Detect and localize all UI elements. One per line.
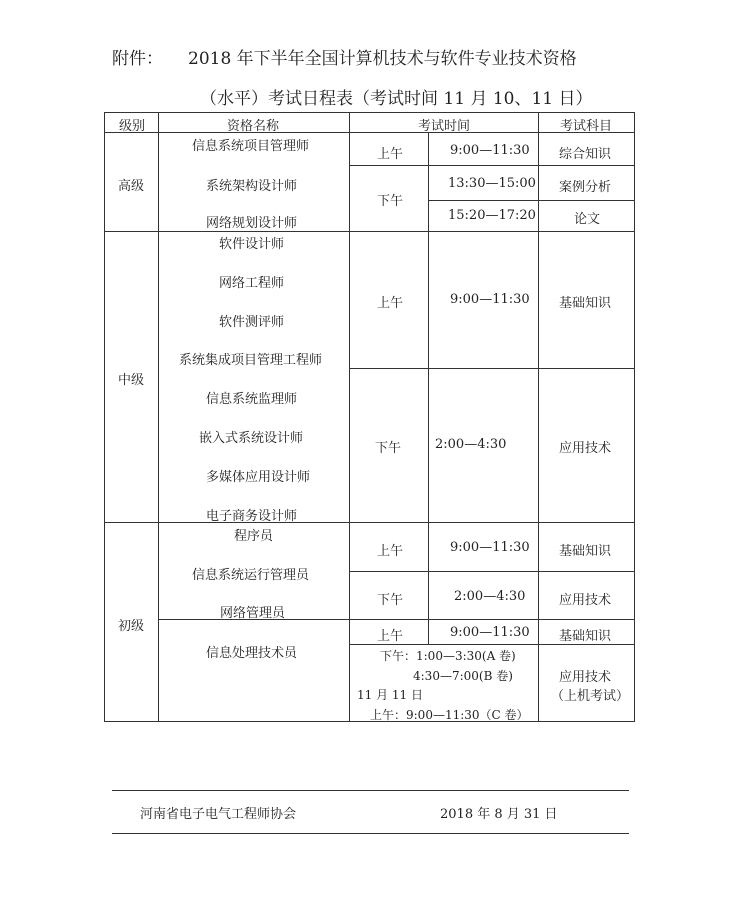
header-qualification: 资格名称 bbox=[227, 119, 280, 134]
junior-a-pm-subject: 应用技术 bbox=[559, 593, 612, 608]
middle-pm-label: 下午 bbox=[375, 441, 402, 456]
junior-b-am-time: 9:00—11:30 bbox=[450, 625, 530, 640]
junior-b-pm-subject-1: 应用技术 bbox=[559, 670, 612, 685]
middle-qual-2: 网络工程师 bbox=[219, 276, 285, 291]
middle-qual-5: 信息系统监理师 bbox=[206, 392, 298, 407]
middle-pm-subject: 应用技术 bbox=[559, 441, 612, 456]
footer-date: 2018 年 8 月 31 日 bbox=[440, 807, 558, 822]
senior-pm-subject-2: 论文 bbox=[574, 212, 601, 227]
junior-b-pm-line-3: 11 月 11 日 bbox=[357, 688, 423, 702]
senior-qual-1: 信息系统项目管理师 bbox=[192, 139, 310, 154]
middle-qual-7: 多媒体应用设计师 bbox=[206, 470, 311, 485]
header-level: 级别 bbox=[119, 119, 146, 134]
footer-rule-bottom bbox=[112, 833, 629, 834]
junior-level: 初级 bbox=[118, 619, 145, 634]
middle-qual-3: 软件测评师 bbox=[219, 315, 285, 330]
middle-am-subject: 基础知识 bbox=[559, 296, 612, 311]
junior-b-am-subject: 基础知识 bbox=[559, 629, 612, 644]
junior-qual-b: 信息处理技术员 bbox=[206, 646, 298, 661]
middle-level: 中级 bbox=[118, 373, 145, 388]
senior-level: 高级 bbox=[118, 179, 145, 194]
middle-am-label: 上午 bbox=[377, 296, 404, 311]
senior-pm-time-2: 15:20—17:20 bbox=[448, 208, 536, 223]
header-subject: 考试科目 bbox=[560, 119, 613, 134]
junior-a-am-label: 上午 bbox=[377, 544, 404, 559]
junior-b-pm-subject-2: （上机考试） bbox=[551, 689, 630, 704]
junior-a-am-time: 9:00—11:30 bbox=[450, 540, 530, 555]
junior-a-pm-time: 2:00—4:30 bbox=[454, 589, 526, 604]
junior-b-pm-line-4: 上午：9:00—11:30（C 卷） bbox=[370, 708, 529, 722]
middle-qual-6: 嵌入式系统设计师 bbox=[199, 431, 304, 446]
middle-am-time: 9:00—11:30 bbox=[450, 292, 530, 307]
title-line-2: （水平）考试日程表（考试时间 11 月 10、11 日） bbox=[200, 89, 593, 109]
junior-qual-1: 程序员 bbox=[234, 529, 274, 544]
title-line-1: 2018 年下半年全国计算机技术与软件专业技术资格 bbox=[188, 49, 577, 69]
footer-rule-top bbox=[112, 790, 629, 791]
header-time: 考试时间 bbox=[418, 119, 471, 134]
middle-qual-8: 电子商务设计师 bbox=[206, 509, 298, 524]
junior-b-am-label: 上午 bbox=[377, 629, 404, 644]
footer-org: 河南省电子电气工程师协会 bbox=[140, 807, 297, 822]
senior-am-subject: 综合知识 bbox=[559, 147, 612, 162]
junior-b-pm-line-1: 下午：1:00—3:30(A 卷) bbox=[380, 649, 516, 663]
senior-qual-2: 系统架构设计师 bbox=[206, 179, 298, 194]
middle-qual-1: 软件设计师 bbox=[219, 237, 285, 252]
attachment-label: 附件： bbox=[112, 49, 163, 69]
junior-qual-2: 信息系统运行管理员 bbox=[192, 568, 310, 583]
senior-am-time: 9:00—11:30 bbox=[450, 143, 530, 158]
senior-am-label: 上午 bbox=[377, 147, 404, 162]
senior-pm-label: 下午 bbox=[377, 194, 404, 209]
junior-b-pm-line-2: 4:30—7:00(B 卷) bbox=[413, 669, 513, 683]
middle-pm-time: 2:00—4:30 bbox=[435, 437, 507, 452]
senior-pm-subject-1: 案例分析 bbox=[559, 180, 612, 195]
middle-qual-4: 系统集成项目管理工程师 bbox=[179, 353, 323, 368]
senior-qual-3: 网络规划设计师 bbox=[206, 216, 298, 231]
junior-a-am-subject: 基础知识 bbox=[559, 544, 612, 559]
junior-qual-3: 网络管理员 bbox=[220, 606, 286, 621]
junior-a-pm-label: 下午 bbox=[377, 593, 404, 608]
senior-pm-time-1: 13:30—15:00 bbox=[448, 176, 536, 191]
